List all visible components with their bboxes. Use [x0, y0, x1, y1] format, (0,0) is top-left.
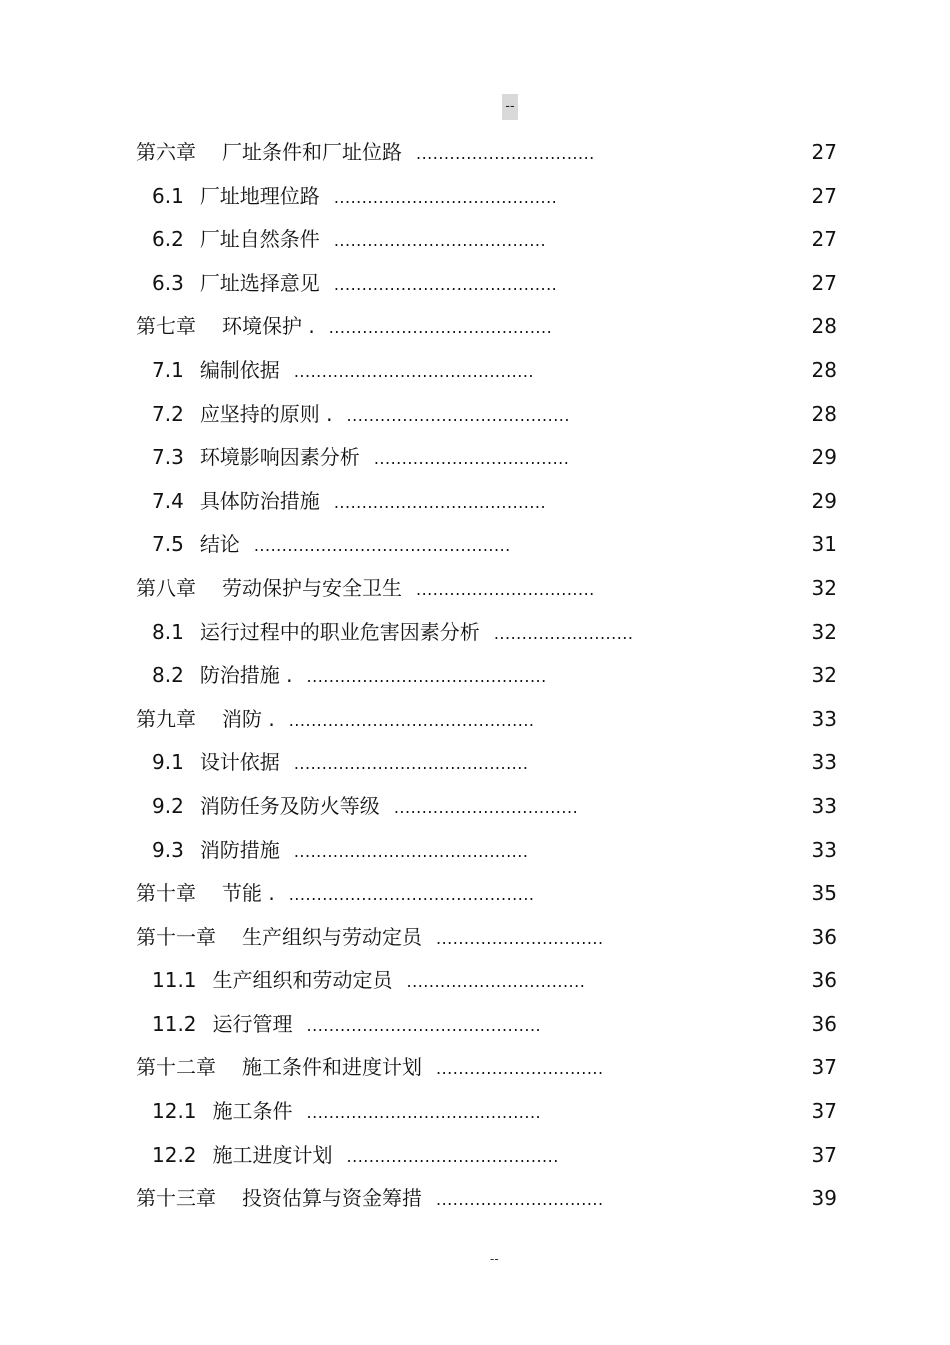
- toc-entry: [152, 966, 585, 996]
- toc-entry: [152, 443, 569, 473]
- toc-entry: [152, 1010, 541, 1040]
- toc-title: 投资估算与资金筹措: [242, 1186, 422, 1211]
- toc-section-row[interactable]: [0, 261, 950, 305]
- toc-title: 厂址自然条件: [199, 227, 320, 252]
- toc-entry: [152, 661, 547, 691]
- toc-section-row[interactable]: [0, 1002, 950, 1046]
- toc-number: 7.1: [152, 357, 184, 382]
- toc-chapter-row[interactable]: [0, 130, 950, 174]
- toc-page-number: 32: [811, 663, 837, 688]
- toc-chapter-row[interactable]: [0, 566, 950, 610]
- toc-page-number: 36: [811, 924, 837, 949]
- toc-title: 生产组织和劳动定员: [212, 968, 393, 993]
- toc-entry: [152, 792, 578, 822]
- toc-number: 第十二章: [136, 1055, 216, 1080]
- toc-number: 9.1: [152, 750, 184, 775]
- toc-leader-dots: ......................................: [333, 492, 547, 512]
- toc-entry: [136, 312, 552, 342]
- toc-title: 施工条件: [212, 1099, 293, 1124]
- toc-page-number: 29: [811, 488, 837, 513]
- toc-number: 第八章: [136, 575, 196, 600]
- toc-leader-dots: .................................: [393, 797, 579, 817]
- toc-chapter-row[interactable]: [0, 1045, 950, 1089]
- toc-page-number: 28: [811, 357, 837, 382]
- toc-leader-dots: ............................................: [288, 885, 535, 905]
- toc-title: 厂址条件和厂址位路: [222, 140, 402, 164]
- toc-page-number: 27: [811, 227, 837, 252]
- toc-section-row[interactable]: [0, 479, 950, 523]
- toc-leader-dots: ..........................................: [306, 1015, 542, 1035]
- toc-section-row[interactable]: [0, 740, 950, 784]
- toc-leader-dots: ................................: [416, 144, 595, 163]
- toc-number: 9.2: [152, 793, 184, 818]
- toc-number: 8.2: [152, 663, 184, 688]
- toc-page-number: 37: [811, 1142, 837, 1167]
- toc-title: 节能 .: [222, 881, 275, 906]
- toc-page-number: 32: [811, 575, 837, 600]
- toc-leader-dots: ........................................: [333, 187, 558, 207]
- toc-leader-dots: ..............................................: [253, 536, 511, 556]
- toc-leader-dots: ................................: [406, 972, 586, 992]
- toc-leader-dots: ...........................................: [293, 361, 535, 381]
- toc-title: 厂址地理位路: [199, 183, 320, 208]
- toc-entry: [136, 138, 595, 168]
- toc-title: 结论: [199, 532, 240, 557]
- toc-title: 劳动保护与安全卫生: [222, 575, 402, 600]
- toc-section-row[interactable]: [0, 784, 950, 828]
- toc-entry: [136, 1184, 604, 1214]
- toc-chapter-row[interactable]: [0, 871, 950, 915]
- toc-number: 6.2: [152, 227, 184, 252]
- toc-entry: [152, 836, 528, 866]
- toc-page-number: 31: [811, 532, 837, 557]
- toc-number: 7.2: [152, 401, 184, 426]
- toc-number: 7.4: [152, 488, 184, 513]
- toc-section-row[interactable]: [0, 610, 950, 654]
- toc-entry: [152, 1097, 541, 1127]
- toc-title: 运行过程中的职业危害因素分析: [199, 619, 480, 644]
- toc-leader-dots: ................................: [416, 579, 595, 599]
- toc-leader-dots: ..........................................: [293, 841, 529, 861]
- toc-entry: [152, 356, 534, 386]
- toc-section-row[interactable]: [0, 174, 950, 218]
- toc-leader-dots: ........................................: [346, 405, 570, 425]
- toc-chapter-row[interactable]: [0, 697, 950, 741]
- toc-entry: [136, 923, 604, 953]
- toc-title: 设计依据: [199, 750, 280, 775]
- toc-page-number: 39: [811, 1186, 837, 1211]
- toc-title: 防治措施 .: [199, 663, 293, 688]
- toc-leader-dots: .........................: [493, 623, 634, 643]
- toc-page-number: 32: [811, 619, 837, 644]
- toc-title: 应坚持的原则 .: [199, 401, 333, 426]
- toc-page-number: 27: [811, 140, 837, 164]
- toc-chapter-row[interactable]: [0, 1176, 950, 1220]
- toc-page-number: 33: [811, 750, 837, 775]
- toc-number: 第七章: [136, 314, 196, 339]
- toc-page-number: 37: [811, 1055, 837, 1080]
- toc-section-row[interactable]: [0, 1089, 950, 1133]
- toc-leader-dots: ..............................: [436, 1190, 604, 1210]
- toc-leader-dots: ......................................: [346, 1146, 559, 1166]
- toc-section-row[interactable]: [0, 435, 950, 479]
- toc-title: 生产组织与劳动定员: [242, 924, 422, 949]
- toc-title: 消防 .: [222, 706, 275, 731]
- toc-number: 第十一章: [136, 924, 216, 949]
- toc-leader-dots: ...........................................: [306, 667, 547, 687]
- toc-section-row[interactable]: [0, 828, 950, 872]
- toc-page-number: 35: [811, 881, 837, 906]
- toc-title: 厂址选择意见: [199, 270, 320, 295]
- toc-entry: [152, 748, 528, 778]
- toc-number: 第十三章: [136, 1186, 216, 1211]
- toc-title: 施工进度计划: [212, 1142, 333, 1167]
- toc-title: 编制依据: [199, 357, 280, 382]
- page-footer-mark: --: [490, 1252, 499, 1266]
- toc-number: 6.3: [152, 270, 184, 295]
- toc-number: 第六章: [136, 140, 196, 164]
- toc-leader-dots: ............................................: [288, 710, 535, 730]
- toc-number: 8.1: [152, 619, 184, 644]
- toc-leader-dots: ......................................: [333, 231, 547, 251]
- toc-entry: [136, 705, 535, 735]
- toc-title: 运行管理: [212, 1011, 293, 1036]
- toc-title: 环境影响因素分析: [199, 445, 360, 470]
- toc-entry: [136, 1053, 604, 1083]
- toc-entry: [136, 879, 535, 909]
- toc-title: 消防任务及防火等级: [199, 793, 380, 818]
- toc-page-number: 37: [811, 1099, 837, 1124]
- toc-leader-dots: ........................................: [328, 318, 553, 338]
- toc-page-number: 33: [811, 793, 837, 818]
- toc-entry: [152, 182, 557, 212]
- toc-entry: [136, 574, 595, 604]
- table-of-contents: [0, 130, 950, 1220]
- toc-number: 11.1: [152, 968, 197, 993]
- toc-number: 9.3: [152, 837, 184, 862]
- toc-page-number: 27: [811, 270, 837, 295]
- toc-number: 7.5: [152, 532, 184, 557]
- toc-number: 第九章: [136, 706, 196, 731]
- toc-section-row[interactable]: [0, 522, 950, 566]
- toc-entry: [152, 530, 511, 560]
- toc-number: 12.2: [152, 1142, 197, 1167]
- toc-entry: [152, 1141, 559, 1171]
- toc-section-row[interactable]: [0, 348, 950, 392]
- toc-leader-dots: ...................................: [373, 449, 570, 469]
- toc-section-row[interactable]: [0, 217, 950, 261]
- toc-number: 11.2: [152, 1011, 197, 1036]
- page-header-mark: --: [502, 94, 518, 120]
- toc-entry: [152, 269, 557, 299]
- toc-chapter-row[interactable]: [0, 304, 950, 348]
- toc-section-row[interactable]: [0, 958, 950, 1002]
- toc-section-row[interactable]: [0, 1133, 950, 1177]
- toc-number: 7.3: [152, 445, 184, 470]
- toc-number: 6.1: [152, 183, 184, 208]
- toc-section-row[interactable]: [0, 653, 950, 697]
- toc-leader-dots: ..............................: [436, 1059, 604, 1079]
- toc-entry: [152, 400, 570, 430]
- toc-section-row[interactable]: [0, 392, 950, 436]
- toc-number: 第十章: [136, 881, 196, 906]
- toc-title: 具体防治措施: [199, 488, 320, 513]
- toc-page-number: 28: [811, 401, 837, 426]
- toc-chapter-row[interactable]: [0, 915, 950, 959]
- toc-page-number: 33: [811, 706, 837, 731]
- toc-leader-dots: ..........................................: [293, 754, 529, 774]
- toc-title: 消防措施: [199, 837, 280, 862]
- toc-entry: [152, 487, 546, 517]
- toc-page-number: 36: [811, 1011, 837, 1036]
- toc-entry: [152, 618, 633, 648]
- toc-title: 环境保护 .: [222, 314, 315, 339]
- toc-page-number: 33: [811, 837, 837, 862]
- toc-page-number: 36: [811, 968, 837, 993]
- toc-page-number: 28: [811, 314, 837, 339]
- toc-page-number: 27: [811, 183, 837, 208]
- toc-leader-dots: ........................................: [333, 274, 558, 294]
- toc-number: 12.1: [152, 1099, 197, 1124]
- toc-page-number: 29: [811, 445, 837, 470]
- toc-entry: [152, 225, 546, 255]
- toc-leader-dots: ..............................: [436, 928, 604, 948]
- toc-title: 施工条件和进度计划: [242, 1055, 422, 1080]
- toc-leader-dots: ..........................................: [306, 1103, 542, 1123]
